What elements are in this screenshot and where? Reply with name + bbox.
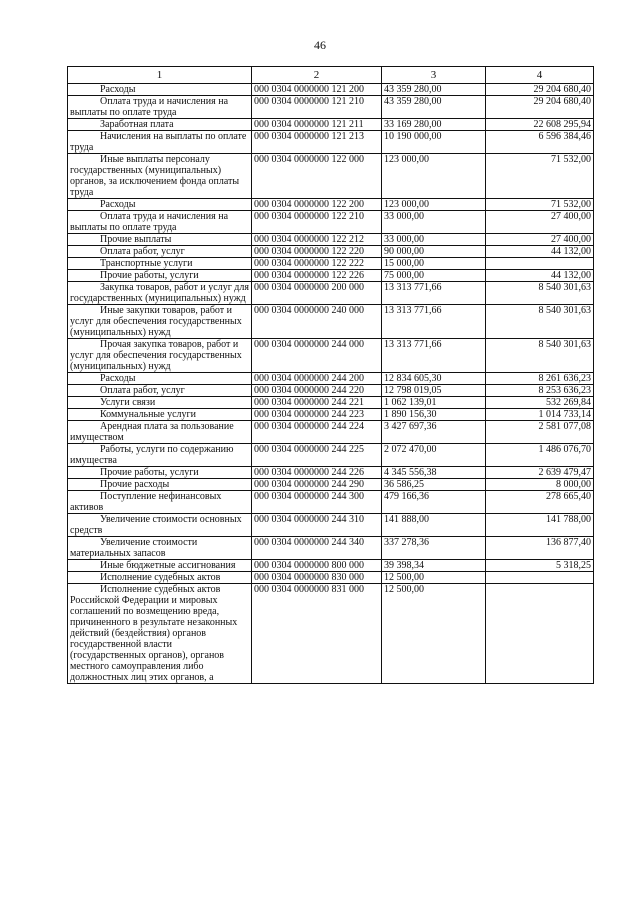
- row-approved-amount-cell: 3 427 697,36: [382, 421, 486, 444]
- row-name-cell: Прочие работы, услуги: [68, 270, 252, 282]
- row-executed-amount-cell: 29 204 680,40: [486, 84, 594, 96]
- row-code-cell: 000 0304 0000000 122 000: [252, 154, 382, 199]
- table-row: [68, 572, 594, 584]
- row-approved-amount-cell: 13 313 771,66: [382, 282, 486, 305]
- table-row: [68, 560, 594, 572]
- row-executed-amount-cell: 1 014 733,14: [486, 409, 594, 421]
- row-executed-amount-cell: 8 000,00: [486, 479, 594, 491]
- row-code-cell: 000 0304 0000000 122 226: [252, 270, 382, 282]
- row-approved-amount-cell: 33 000,00: [382, 234, 486, 246]
- row-executed-amount-cell: 27 400,00: [486, 234, 594, 246]
- table-row: [68, 467, 594, 479]
- row-code-cell: 000 0304 0000000 121 210: [252, 96, 382, 119]
- row-executed-amount-cell: 6 596 384,46: [486, 131, 594, 154]
- row-executed-amount-cell: 1 486 076,70: [486, 444, 594, 467]
- row-approved-amount-cell: 123 000,00: [382, 154, 486, 199]
- row-executed-amount-cell: 27 400,00: [486, 211, 594, 234]
- row-code-cell: 000 0304 0000000 244 340: [252, 537, 382, 560]
- row-approved-amount-cell: 90 000,00: [382, 246, 486, 258]
- row-executed-amount-cell: [486, 258, 594, 270]
- row-name-cell: Прочая закупка товаров, работ и услуг для обеспечения государственных (муниципальных) нужд: [68, 339, 252, 373]
- table-row: [68, 421, 594, 444]
- row-code-cell: 000 0304 0000000 244 223: [252, 409, 382, 421]
- row-code-cell: 000 0304 0000000 200 000: [252, 282, 382, 305]
- row-name-cell: Иные выплаты персоналу государственных (муниципальных) органов, за исключением фонда оплаты труда: [68, 154, 252, 199]
- row-approved-amount-cell: 2 072 470,00: [382, 444, 486, 467]
- row-approved-amount-cell: 12 798 019,05: [382, 385, 486, 397]
- row-approved-amount-cell: 33 169 280,00: [382, 119, 486, 131]
- row-executed-amount-cell: 278 665,40: [486, 491, 594, 514]
- row-executed-amount-cell: [486, 584, 594, 684]
- row-approved-amount-cell: 479 166,36: [382, 491, 486, 514]
- row-executed-amount-cell: 44 132,00: [486, 246, 594, 258]
- row-approved-amount-cell: 39 398,34: [382, 560, 486, 572]
- column-header-2: 2: [252, 67, 382, 84]
- row-code-cell: 000 0304 0000000 244 220: [252, 385, 382, 397]
- row-code-cell: 000 0304 0000000 244 300: [252, 491, 382, 514]
- row-name-cell: Поступление нефинансовых активов: [68, 491, 252, 514]
- row-code-cell: 000 0304 0000000 122 210: [252, 211, 382, 234]
- row-name-cell: Прочие расходы: [68, 479, 252, 491]
- table-row: [68, 282, 594, 305]
- row-approved-amount-cell: 337 278,36: [382, 537, 486, 560]
- row-approved-amount-cell: 12 500,00: [382, 584, 486, 684]
- row-approved-amount-cell: 4 345 556,38: [382, 467, 486, 479]
- row-name-cell: Коммунальные услуги: [68, 409, 252, 421]
- row-code-cell: 000 0304 0000000 244 310: [252, 514, 382, 537]
- row-approved-amount-cell: 13 313 771,66: [382, 305, 486, 339]
- row-name-cell: Закупка товаров, работ и услуг для государственных (муниципальных) нужд: [68, 282, 252, 305]
- table-row: [68, 154, 594, 199]
- row-approved-amount-cell: 12 500,00: [382, 572, 486, 584]
- row-name-cell: Оплата работ, услуг: [68, 385, 252, 397]
- row-executed-amount-cell: 8 253 636,23: [486, 385, 594, 397]
- row-approved-amount-cell: 13 313 771,66: [382, 339, 486, 373]
- column-header-1: 1: [68, 67, 252, 84]
- row-name-cell: Прочие выплаты: [68, 234, 252, 246]
- row-code-cell: 000 0304 0000000 122 212: [252, 234, 382, 246]
- row-code-cell: 000 0304 0000000 831 000: [252, 584, 382, 684]
- row-code-cell: 000 0304 0000000 244 221: [252, 397, 382, 409]
- table-row: [68, 514, 594, 537]
- row-name-cell: Прочие работы, услуги: [68, 467, 252, 479]
- table-row: [68, 84, 594, 96]
- row-approved-amount-cell: 12 834 605,30: [382, 373, 486, 385]
- table-row: [68, 119, 594, 131]
- row-name-cell: Иные закупки товаров, работ и услуг для обеспечения государственных (муниципальных) нужд: [68, 305, 252, 339]
- row-name-cell: Исполнение судебных актов: [68, 572, 252, 584]
- row-name-cell: Иные бюджетные ассигнования: [68, 560, 252, 572]
- table-row: [68, 537, 594, 560]
- row-name-cell: Расходы: [68, 373, 252, 385]
- table-row: [68, 199, 594, 211]
- row-name-cell: Оплата труда и начисления на выплаты по оплате труда: [68, 96, 252, 119]
- row-name-cell: Расходы: [68, 199, 252, 211]
- table-row: [68, 305, 594, 339]
- page-number: 46: [314, 38, 326, 52]
- row-name-cell: Транспортные услуги: [68, 258, 252, 270]
- table-row: [68, 246, 594, 258]
- row-name-cell: Исполнение судебных актов Российской Федерации и мировых соглашений по возмещению вреда, причиненного в результате незаконных действий (бездействия) органов государственной власти (государственных органов), органов местного самоуправления либо должностных лиц этих органов, а: [68, 584, 252, 684]
- table-row: [68, 339, 594, 373]
- table-row: [68, 258, 594, 270]
- row-name-cell: Арендная плата за пользование имуществом: [68, 421, 252, 444]
- row-executed-amount-cell: 8 261 636,23: [486, 373, 594, 385]
- row-executed-amount-cell: 141 788,00: [486, 514, 594, 537]
- table-body: [68, 84, 594, 684]
- table-row: [68, 444, 594, 467]
- table-row: [68, 211, 594, 234]
- row-code-cell: 000 0304 0000000 244 000: [252, 339, 382, 373]
- row-executed-amount-cell: 22 608 295,94: [486, 119, 594, 131]
- row-name-cell: Расходы: [68, 84, 252, 96]
- row-name-cell: Работы, услуги по содержанию имущества: [68, 444, 252, 467]
- table-row: [68, 409, 594, 421]
- row-name-cell: Увеличение стоимости материальных запасов: [68, 537, 252, 560]
- row-executed-amount-cell: 71 532,00: [486, 199, 594, 211]
- row-executed-amount-cell: 29 204 680,40: [486, 96, 594, 119]
- row-approved-amount-cell: 1 890 156,30: [382, 409, 486, 421]
- row-approved-amount-cell: 75 000,00: [382, 270, 486, 282]
- row-name-cell: Заработная плата: [68, 119, 252, 131]
- row-code-cell: 000 0304 0000000 121 213: [252, 131, 382, 154]
- table-row: [68, 479, 594, 491]
- table-row: [68, 397, 594, 409]
- row-executed-amount-cell: 2 639 479,47: [486, 467, 594, 479]
- row-name-cell: Услуги связи: [68, 397, 252, 409]
- budget-table: [67, 66, 594, 684]
- row-code-cell: 000 0304 0000000 244 290: [252, 479, 382, 491]
- row-executed-amount-cell: 136 877,40: [486, 537, 594, 560]
- table-row: [68, 234, 594, 246]
- row-approved-amount-cell: 10 190 000,00: [382, 131, 486, 154]
- row-approved-amount-cell: 15 000,00: [382, 258, 486, 270]
- row-code-cell: 000 0304 0000000 122 220: [252, 246, 382, 258]
- row-code-cell: 000 0304 0000000 240 000: [252, 305, 382, 339]
- column-header-4: 4: [486, 67, 594, 84]
- table-row: [68, 584, 594, 684]
- row-executed-amount-cell: 8 540 301,63: [486, 282, 594, 305]
- row-code-cell: 000 0304 0000000 244 200: [252, 373, 382, 385]
- row-executed-amount-cell: 8 540 301,63: [486, 339, 594, 373]
- table-row: [68, 385, 594, 397]
- row-executed-amount-cell: 8 540 301,63: [486, 305, 594, 339]
- table-row: [68, 373, 594, 385]
- row-executed-amount-cell: 5 318,25: [486, 560, 594, 572]
- row-approved-amount-cell: 33 000,00: [382, 211, 486, 234]
- table-row: [68, 131, 594, 154]
- row-executed-amount-cell: 532 269,84: [486, 397, 594, 409]
- row-code-cell: 000 0304 0000000 121 200: [252, 84, 382, 96]
- row-name-cell: Увеличение стоимости основных средств: [68, 514, 252, 537]
- row-code-cell: 000 0304 0000000 122 222: [252, 258, 382, 270]
- row-name-cell: Оплата работ, услуг: [68, 246, 252, 258]
- row-code-cell: 000 0304 0000000 121 211: [252, 119, 382, 131]
- row-code-cell: 000 0304 0000000 244 224: [252, 421, 382, 444]
- table-row: [68, 491, 594, 514]
- row-code-cell: 000 0304 0000000 244 226: [252, 467, 382, 479]
- row-code-cell: 000 0304 0000000 122 200: [252, 199, 382, 211]
- column-header-3: 3: [382, 67, 486, 84]
- table-row: [68, 270, 594, 282]
- row-name-cell: Оплата труда и начисления на выплаты по оплате труда: [68, 211, 252, 234]
- row-approved-amount-cell: 141 888,00: [382, 514, 486, 537]
- row-code-cell: 000 0304 0000000 830 000: [252, 572, 382, 584]
- row-approved-amount-cell: 43 359 280,00: [382, 84, 486, 96]
- row-executed-amount-cell: 71 532,00: [486, 154, 594, 199]
- row-approved-amount-cell: 1 062 139,01: [382, 397, 486, 409]
- row-name-cell: Начисления на выплаты по оплате труда: [68, 131, 252, 154]
- row-executed-amount-cell: 44 132,00: [486, 270, 594, 282]
- row-code-cell: 000 0304 0000000 244 225: [252, 444, 382, 467]
- row-approved-amount-cell: 36 586,25: [382, 479, 486, 491]
- row-executed-amount-cell: 2 581 077,08: [486, 421, 594, 444]
- row-approved-amount-cell: 43 359 280,00: [382, 96, 486, 119]
- row-approved-amount-cell: 123 000,00: [382, 199, 486, 211]
- table-header-row: [68, 67, 594, 84]
- table-row: [68, 96, 594, 119]
- row-code-cell: 000 0304 0000000 800 000: [252, 560, 382, 572]
- row-executed-amount-cell: [486, 572, 594, 584]
